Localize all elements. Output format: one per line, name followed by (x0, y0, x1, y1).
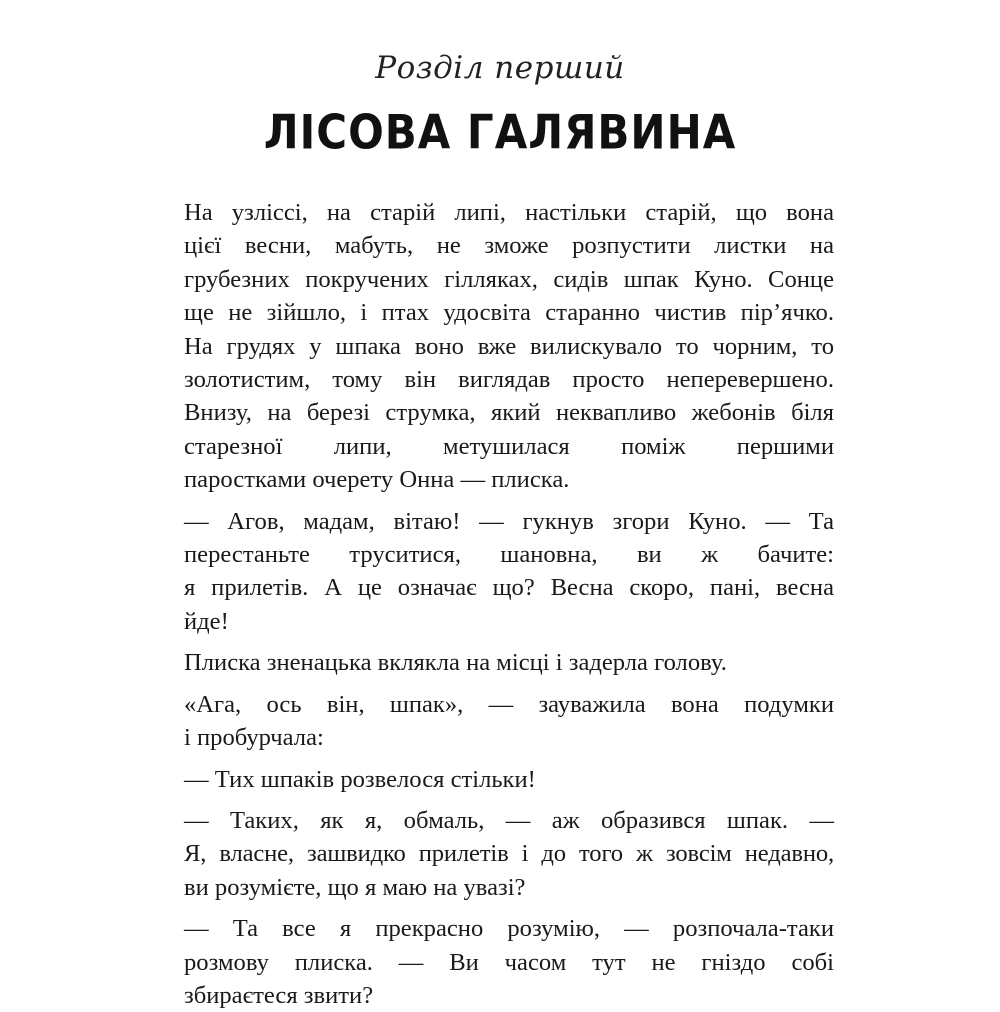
text-line: На грудях у шпака воно вже вилискувало то чорним, то (184, 332, 834, 360)
paragraph (162, 912, 834, 1012)
chapter-body (162, 196, 834, 1012)
text-line: Внизу, на березі струмка, який неквапливо жебонів біля (184, 399, 834, 427)
text-line: йде! (184, 607, 229, 635)
text-line: грубезних покручених гілляках, сидів шпак Куно. Сонце (184, 265, 834, 293)
paragraph (162, 763, 834, 796)
text-line: збираєтеся звити? (184, 981, 374, 1009)
paragraph (162, 646, 834, 679)
chapter-title: ЛІСОВА ГАЛЯВИНА (263, 105, 737, 160)
text-line: я прилетів. А це означає що? Весна скоро, пані, весна (184, 574, 834, 602)
text-line: золотистим, тому він виглядав просто неперевершено. (184, 366, 834, 394)
chapter-label: Розділ перший (375, 50, 625, 86)
text-line: — Тих шпаків розвелося стільки! (184, 765, 536, 793)
paragraph (162, 804, 834, 904)
text-line: паростками очерету Онна — плиска. (184, 466, 570, 494)
text-line: розмову плиска. — Ви часом тут не гніздо собі (184, 948, 834, 976)
text-line: цієї весни, мабуть, не зможе розпустити листки на (184, 232, 834, 260)
paragraph (162, 196, 834, 497)
text-line: ще не зійшло, і птах удосвіта старанно чистив пір’ячко. (184, 299, 834, 327)
text-line: перестаньте труситися, шановна, ви ж бачите: (184, 541, 834, 569)
text-line: ви розумієте, що я маю на увазі? (184, 873, 526, 901)
text-line: — Агов, мадам, вітаю! — гукнув згори Куно. — Та (184, 507, 834, 535)
text-line: старезної липи, метушилася поміж першими (184, 432, 834, 460)
text-line: Я, власне, зашвидко прилетів і до того ж зовсім недавно, (184, 840, 834, 868)
text-line: — Та все я прекрасно розумію, — розпочала-таки (184, 915, 834, 943)
text-line: — Таких, як я, обмаль, — аж образився шпак. — (184, 806, 834, 834)
text-line: і пробурчала: (184, 724, 324, 752)
paragraph (162, 505, 834, 639)
paragraph (162, 688, 834, 755)
text-line: На узліссі, на старій липі, настільки старій, що вона (184, 199, 834, 226)
text-line: «Ага, ось він, шпак», — зауважила вона подумки (184, 690, 834, 718)
text-line: Плиска зненацька вклякла на місці і задерла голову. (184, 649, 727, 677)
